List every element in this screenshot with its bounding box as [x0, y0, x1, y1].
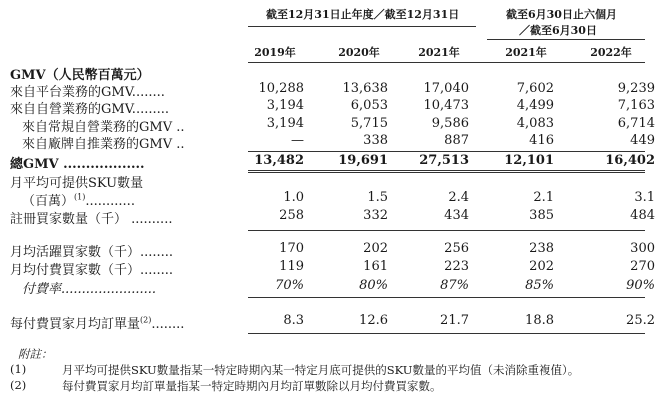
- note-number: (1): [10, 362, 27, 376]
- cell: 18.8: [525, 313, 554, 328]
- cell: 300: [630, 241, 655, 256]
- cell: 21.7: [440, 313, 469, 328]
- cell: 6,714: [617, 116, 655, 131]
- year-2019: 2019年: [254, 46, 296, 59]
- cell: 16,402: [605, 153, 655, 168]
- cell: 70%: [275, 278, 304, 293]
- cell: 12,101: [504, 153, 554, 168]
- footnote-ref: (1): [74, 192, 86, 202]
- year-2020: 2020年: [338, 46, 380, 59]
- cell: 416: [529, 133, 554, 148]
- cell: 385: [529, 208, 554, 223]
- cell: 80%: [359, 278, 388, 293]
- cell: 90%: [626, 278, 655, 293]
- cell: 85%: [525, 278, 554, 293]
- cell: 258: [279, 208, 304, 223]
- cell: 17,040: [423, 81, 469, 96]
- total-double-rule-1: [248, 170, 645, 171]
- cell: 484: [630, 208, 655, 223]
- row-label-unit: （百萬）: [22, 194, 75, 209]
- cell: 887: [444, 133, 469, 148]
- cell: 13,482: [254, 153, 304, 168]
- cell: 161: [363, 259, 388, 274]
- total-double-rule-2: [248, 172, 645, 173]
- table-bottom-rule: [248, 333, 645, 334]
- cell: —: [291, 133, 304, 148]
- section-title: GMV（人民幣百萬元）: [10, 68, 150, 83]
- total-rule: [248, 151, 645, 152]
- cell: 10,473: [423, 98, 469, 113]
- block-rule: [248, 297, 645, 298]
- note-number: (2): [10, 378, 27, 392]
- cell: 202: [363, 241, 388, 256]
- cell: 19,691: [338, 153, 388, 168]
- cell: 119: [279, 259, 304, 274]
- row-label: [10, 313, 184, 332]
- cell: 25.2: [626, 313, 655, 328]
- cell: 2.4: [448, 190, 469, 205]
- leader-dots: ............: [85, 194, 135, 209]
- leader-dots: ........: [151, 317, 185, 332]
- cell: 238: [529, 241, 554, 256]
- row-label-total: 總GMV ..................: [10, 157, 145, 172]
- cell: 3,194: [266, 98, 304, 113]
- cell: 7,602: [516, 81, 554, 96]
- cell: 2.1: [533, 190, 554, 205]
- note-text: 每付費買家月均訂單量指某一特定時期內月均訂單數除以月均付費買家數。: [62, 379, 442, 393]
- cell: 170: [279, 241, 304, 256]
- footnote-ref: (2): [140, 315, 152, 325]
- row-label: 來自自營業務的GMV.........: [10, 102, 170, 117]
- year-2021: 2021年: [418, 46, 460, 59]
- cell: 87%: [440, 278, 469, 293]
- cell: 449: [630, 133, 655, 148]
- cell: 338: [363, 133, 388, 148]
- cell: 223: [444, 259, 469, 274]
- cell: 9,586: [431, 116, 469, 131]
- row-label: 月平均可提供SKU數量: [10, 176, 144, 191]
- cell: 12.6: [359, 313, 388, 328]
- row-label: 來自平台業務的GMV........: [10, 85, 165, 100]
- header-group1: 截至12月31日止年度／截至12月31日: [266, 8, 460, 21]
- row-label: 月均付費買家數（千）........: [10, 263, 174, 278]
- cell: 1.0: [283, 190, 304, 205]
- note-text: 月平均可提供SKU數量指某一特定時期內某一特定月底可提供的SKU數量的平均值（未消除重複值）。: [62, 363, 580, 377]
- row-label-text: 每付費買家月均訂單量: [10, 317, 141, 332]
- cell: 270: [630, 259, 655, 274]
- cell: 3,194: [266, 116, 304, 131]
- row-label: 來自廠牌自推業務的GMV ..: [22, 137, 185, 152]
- row-label-cont: [22, 190, 135, 209]
- cell: 256: [444, 241, 469, 256]
- block-rule: [248, 230, 645, 231]
- cell: 202: [529, 259, 554, 274]
- cell: 434: [444, 208, 469, 223]
- cell: 1.5: [367, 190, 388, 205]
- cell: 332: [363, 208, 388, 223]
- header-group2-line2: ／截至6月30日: [519, 24, 597, 37]
- cell: 10,288: [258, 81, 304, 96]
- row-label: 付費率.......................: [22, 282, 157, 297]
- cell: 4,083: [516, 116, 554, 131]
- cell: 9,239: [617, 81, 655, 96]
- header-group2-rule: [487, 39, 645, 40]
- row-label: 來自常規自營業務的GMV ..: [22, 120, 185, 135]
- notes-heading: 附註：: [18, 347, 53, 361]
- row-label: 月均活躍買家數（千）........: [10, 245, 174, 260]
- cell: 6,053: [350, 98, 388, 113]
- cell: 5,715: [350, 116, 388, 131]
- cell: 3.1: [634, 190, 655, 205]
- year-2021-h1: 2021年: [505, 46, 547, 59]
- cell: 13,638: [342, 81, 388, 96]
- cell: 7,163: [617, 98, 655, 113]
- header-years-rule: [248, 62, 645, 63]
- header-group2-line1: 截至6月30日止六個月: [506, 8, 617, 21]
- header-group1-rule: [248, 26, 476, 27]
- year-2022-h1: 2022年: [590, 46, 632, 59]
- cell: 4,499: [516, 98, 554, 113]
- row-label: 註冊買家數量（千） ..........: [10, 212, 173, 227]
- cell: 27,513: [419, 153, 469, 168]
- cell: 8.3: [283, 313, 304, 328]
